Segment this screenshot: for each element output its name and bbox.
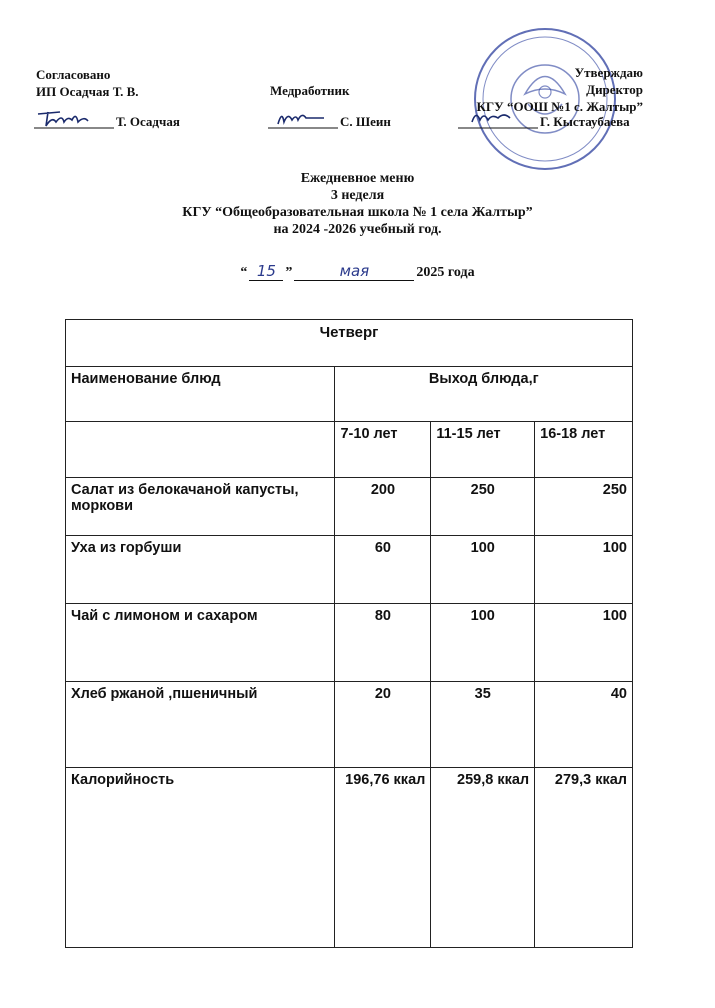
- title-line-4: на 2024 -2026 учебный год.: [273, 222, 442, 237]
- date-close-quote: ”: [285, 265, 293, 280]
- date-line: [0, 262, 715, 281]
- title-line-2: 3 неделя: [330, 188, 385, 203]
- approval-left-title: Согласовано: [36, 67, 111, 82]
- table-row-calories: [66, 768, 633, 948]
- handwritten-signature-right: [458, 106, 538, 130]
- approval-left-org: ИП Осадчая Т. В.: [36, 84, 139, 99]
- age-row-empty-cell: [66, 422, 335, 478]
- approval-right-title: Утверждаю: [574, 65, 643, 80]
- signature-middle: [268, 106, 391, 130]
- calories-value-cell: 279,3 ккал: [535, 768, 633, 948]
- dish-name-cell: Хлеб ржаной ,пшеничный: [66, 682, 335, 768]
- date-year: 2025 года: [416, 265, 475, 280]
- dish-value-cell: 35: [431, 682, 535, 768]
- dish-value-cell: 100: [535, 604, 633, 682]
- date-month: мая: [294, 262, 414, 281]
- dish-name-cell: Салат из белокачаной капусты, моркови: [66, 478, 335, 536]
- table-day-row: [66, 320, 633, 367]
- handwritten-signature-left: [34, 106, 114, 130]
- approval-left: [36, 66, 139, 100]
- calories-value-cell: 259,8 ккал: [431, 768, 535, 948]
- dish-name-cell: Уха из горбуши: [66, 536, 335, 604]
- signer-right-name: Г. Кыстаубаева: [540, 114, 630, 129]
- column-header-dish: Наименование блюд: [66, 367, 335, 422]
- dish-value-cell: 40: [535, 682, 633, 768]
- table-age-row: [66, 422, 633, 478]
- table-header-row: [66, 367, 633, 422]
- dish-value-cell: 100: [535, 536, 633, 604]
- approval-middle: [270, 82, 350, 99]
- dish-value-cell: 60: [335, 536, 431, 604]
- calories-label-cell: Калорийность: [66, 768, 335, 948]
- title-line-1: Ежедневное меню: [300, 171, 415, 186]
- approval-middle-title: Медработник: [270, 83, 350, 98]
- dish-value-cell: 100: [431, 604, 535, 682]
- approval-right-org: КГУ “ООШ №1 с. Жалтыр”: [476, 99, 643, 114]
- calories-value-cell: 196,76 ккал: [335, 768, 431, 948]
- dish-value-cell: 100: [431, 536, 535, 604]
- signature-right: [458, 106, 630, 130]
- menu-table: [65, 319, 633, 948]
- dish-value-cell: 20: [335, 682, 431, 768]
- signer-left-name: Т. Осадчая: [116, 114, 180, 129]
- age-group-cell: 11-15 лет: [431, 422, 535, 478]
- table-row: [66, 604, 633, 682]
- signer-middle-name: С. Шеин: [340, 114, 391, 129]
- dish-name-cell: Чай с лимоном и сахаром: [66, 604, 335, 682]
- table-row: [66, 478, 633, 536]
- document-title: [0, 170, 715, 238]
- date-open-quote: “: [240, 265, 248, 280]
- dish-value-cell: 250: [535, 478, 633, 536]
- handwritten-signature-middle: [268, 106, 338, 130]
- column-header-output: Выход блюда,г: [335, 367, 633, 422]
- approval-right-position: Директор: [586, 82, 643, 97]
- dish-value-cell: 80: [335, 604, 431, 682]
- dish-value-cell: 200: [335, 478, 431, 536]
- dish-value-cell: 250: [431, 478, 535, 536]
- table-row: [66, 536, 633, 604]
- day-of-week: Четверг: [66, 320, 633, 367]
- signature-left: [34, 106, 180, 130]
- title-line-3: КГУ “Общеобразовательная школа № 1 села Жалтыр”: [182, 205, 533, 220]
- date-day: 15: [249, 262, 283, 281]
- age-group-cell: 16-18 лет: [535, 422, 633, 478]
- table-row: [66, 682, 633, 768]
- age-group-cell: 7-10 лет: [335, 422, 431, 478]
